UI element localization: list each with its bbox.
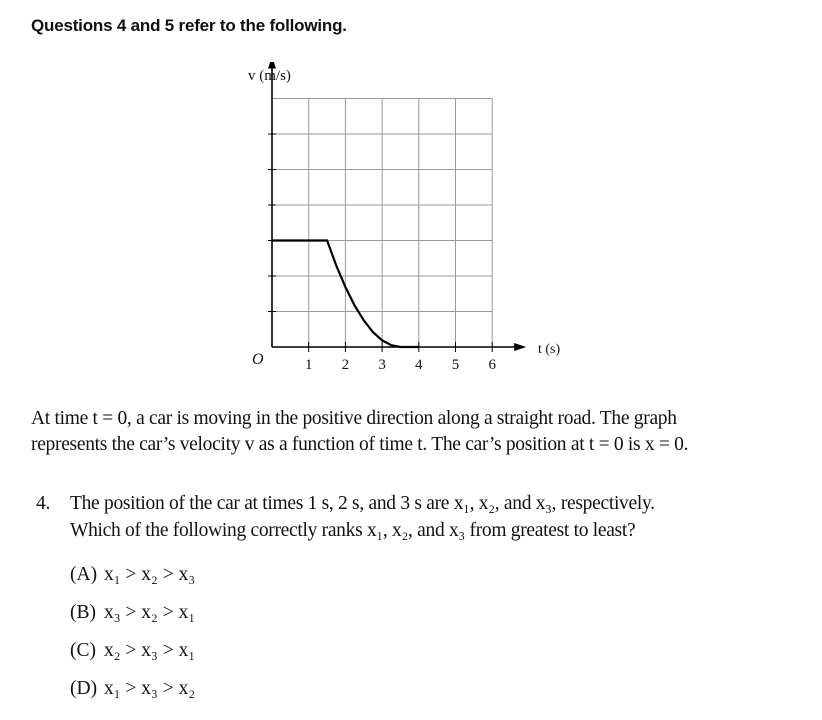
x-axis-arrow xyxy=(514,343,526,351)
tick-marks xyxy=(268,134,492,352)
x-tick-label: 2 xyxy=(341,357,350,373)
grid-lines xyxy=(272,99,492,348)
choice-text: x₁ > x₂ > x₃ xyxy=(104,564,196,585)
y-axis-label: v (m/s) xyxy=(248,68,291,84)
choice-c[interactable] xyxy=(70,636,195,674)
choice-letter: (A) xyxy=(70,564,98,585)
x-axis-label: t (s) xyxy=(538,342,561,357)
question-number: 4. xyxy=(36,493,51,514)
choice-text: x₃ > x₂ > x₁ xyxy=(104,602,196,623)
question-4 xyxy=(36,490,806,544)
question-stem xyxy=(70,490,806,544)
x-tick-label: 1 xyxy=(304,357,313,373)
choice-a[interactable] xyxy=(70,560,195,598)
choice-letter: (D) xyxy=(70,678,98,699)
choice-letter: (C) xyxy=(70,640,96,661)
velocity-time-graph xyxy=(226,62,586,382)
x-tick-label: 5 xyxy=(451,357,460,373)
question-line-2: Which of the following correctly ranks x₁, x₂, and x₃ from greatest to least? xyxy=(70,520,636,541)
x-tick-label: 3 xyxy=(378,357,386,373)
intro-line-1: At time t = 0, a car is moving in the positive direction along a straight road. The graph xyxy=(31,408,677,429)
intro-line-2: represents the car’s velocity v as a function of time t. The car’s position at t = 0 is x = 0. xyxy=(31,434,689,455)
section-heading: Questions 4 and 5 refer to the following. xyxy=(31,16,347,35)
answer-choices xyxy=(70,560,195,712)
tick-labels xyxy=(305,357,497,373)
choice-text: x₁ > x₃ > x₂ xyxy=(104,678,196,699)
x-tick-label: 6 xyxy=(488,357,496,373)
choice-b[interactable] xyxy=(70,598,195,636)
axes xyxy=(268,62,526,351)
choice-d[interactable] xyxy=(70,674,195,712)
problem-statement xyxy=(31,406,801,458)
choice-text: x₂ > x₃ > x₁ xyxy=(104,640,196,661)
question-line-1: The position of the car at times 1 s, 2 s, and 3 s are x₁, x₂, and x₃, respectively. xyxy=(70,493,655,514)
choice-letter: (B) xyxy=(70,602,96,623)
x-tick-label: 4 xyxy=(415,357,423,373)
origin-label: O xyxy=(252,351,264,368)
